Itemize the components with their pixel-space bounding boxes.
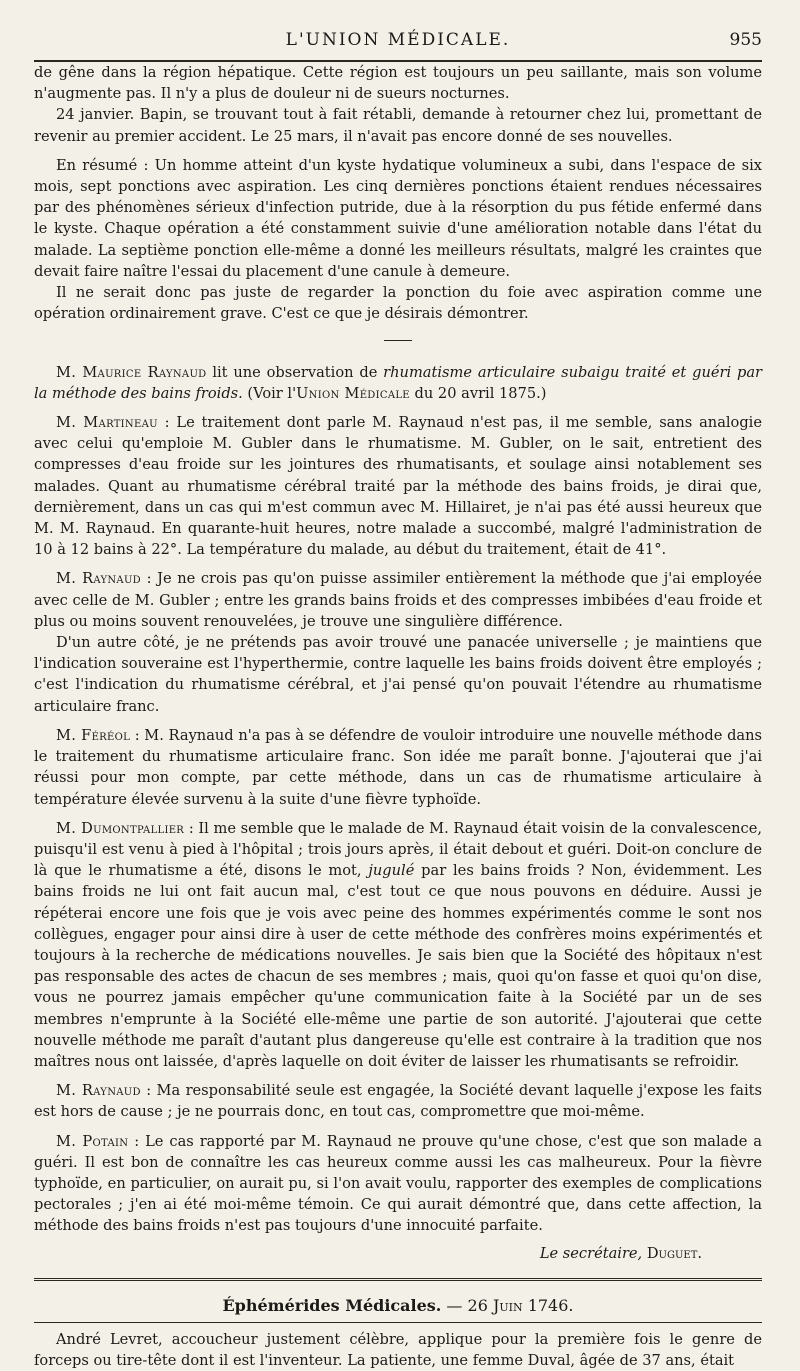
- paragraph-text: du 20 avril 1875.): [409, 384, 547, 402]
- running-title: L'UNION MÉDICALE.: [285, 30, 511, 50]
- signature-role: Le secrétaire,: [539, 1244, 647, 1262]
- signature-name: Duguet.: [646, 1244, 702, 1262]
- paragraph-text: (Voir l': [242, 384, 297, 402]
- speaker-name: M. Potain: [56, 1132, 129, 1150]
- section-separator: [34, 330, 762, 351]
- speaker-name: M. Raynaud: [56, 1082, 141, 1100]
- paragraph: Il ne serait donc pas juste de regarder la ponction du foie avec aspiration comme une opération ordinairement grave. C'est ce que je désirais démontrer.: [34, 284, 762, 323]
- paragraph: de gêne dans la région hépatique. Cette région est toujours un peu saillante, mais son volume n'augmente pas. Il n'y a plus de douleur ni de sueurs nocturnes.: [34, 64, 762, 103]
- paragraph: André Levret, accoucheur justement célèbre, applique pour la première fois le genre de forceps ou tire-tête dont il est l'inventeur. La patiente, une femme Duval, âgée de 37 ans, était: [34, 1330, 762, 1370]
- speaker-name: M. Féréol: [56, 726, 131, 744]
- paragraph-text: par les bains froids ? Non, évidemment. Les bains froids ne lui ont fait aucun mal, c'est tout ce que nous pouvons en déduire. Aussi je répéterai encore une fois que je vois avec peine des hommes expérimentés comme le sont nos collègues, engager pour ainsi dire à user de cette méthode des confrères moins expérimentés et toujours à la recherche de médications nouvelles. Je sais bien que la Société des hôpitaux n'est pas responsable des actes de chacun de ses membres ; mais, quoi qu'on fasse et quoi qu'on dise, vous ne pourrez jamais empêcher qu'une communication faite à la Société par un de ses membres n'emprunte à la Société elle-même une partie de son autorité. J'ajouterai que cette nouvelle méthode me paraît d'autant plus dangereuse qu'elle est contraire à la tradition que nos maîtres nous ont laissée, d'après laquelle on doit éviter de laisser les rhumatisants se refroidir.: [34, 862, 762, 1070]
- speaker-name: M. Martineau: [56, 414, 158, 432]
- paragraph: [34, 1080, 762, 1122]
- paragraph-text: lit une observation de: [206, 363, 384, 381]
- paragraph: [34, 362, 762, 404]
- paragraph-text: : Ma responsabilité seule est engagée, la Société devant laquelle j'expose les faits est hors de cause ; je ne pourrais donc, en tout cas, compromettre que moi-même.: [34, 1082, 762, 1121]
- article-body: [34, 62, 762, 1371]
- paragraph: [34, 725, 762, 810]
- header-rule: [34, 60, 762, 62]
- paragraph-text: : Je ne crois pas qu'on puisse assimiler entièrement la méthode que j'ai employée avec celle de M. Gubler ; entre les grands bains froids et des compresses imbibées d'eau froide et plus ou moins souvent renouvelées, je trouve une singulière différence.: [34, 570, 762, 630]
- speaker-name: M. Maurice Raynaud: [56, 363, 207, 381]
- paragraph: [34, 568, 762, 632]
- paragraph: [34, 1131, 762, 1237]
- ephemerides-heading: [34, 1295, 762, 1316]
- paragraph-text: : Le cas rapporté par M. Raynaud ne prouve qu'une chose, c'est que son malade a guéri. Il est bon de connaître les cas heureux comme aussi les cas malheureux. Pour la fièvre typhoïde, en particulier, on aurait pu, si l'on avait voulu, rapporter des exemples de complications pectorales ; j'en ai été moi-même témoin. Ce qui aurait démontré que, dans cette affection, la méthode des bains froids n'est pas toujours d'une innocuité parfaite.: [34, 1132, 762, 1235]
- paragraph-text: : M. Raynaud n'a pas à se défendre de vouloir introduire une nouvelle méthode dans le traitement du rhumatisme articulaire franc. Son idée me paraît bonne. J'ajouterai que j'ai réussi pour mon compte, par cette méthode, dans un cas de rhumatisme articulaire à température élevée survenu à la suite d'une fièvre typhoïde.: [34, 726, 762, 808]
- paragraph-text: : Le traitement dont parle M. Raynaud n'est pas, il me semble, sans analogie avec celui qu'emploie M. Gubler dans le rhumatisme. M. Gubler, on le sait, entretient des compresses d'eau froide sur les jointures des rhumatisants, et soulage ainsi notablement ses malades. Quant au rhumatisme cérébral traité par la méthode des bains froids, je dirai que, dernièrement, dans un cas qui m'est commun avec M. Hillairet, je n'ai pas été aussi heureux que M. M. Raynaud. En quarante-huit heures, notre malade a succombé, malgré l'administration de 10 à 12 bains à 22°. La température du malade, au début du traitement, était de 41°.: [34, 414, 762, 559]
- section-rule: [34, 1322, 762, 1323]
- ephemerides-date: — 26 Juin 1746.: [441, 1295, 574, 1315]
- paragraph: En résumé : Un homme atteint d'un kyste hydatique volumineux a subi, dans l'espace de six mois, sept ponctions avec aspiration. Les cinq dernières ponctions étaient rendues nécessaires par des phénomènes sérieux d'infection putride, due à la résorption du pus fétide enfermé dans le kyste. Chaque opération a été constamment suivie d'une amélioration notable dans l'état du malade. La septième ponction elle-même a donné les meilleurs résultats, malgré les craintes que devait faire naître l'essai du placement d'une canule à demeure.: [34, 156, 762, 280]
- page-number: 955: [729, 30, 762, 50]
- paragraph: 24 janvier. Bapin, se trouvant tout à fait rétabli, demande à retourner chez lui, promettant de revenir au premier accident. Le 25 mars, il n'avait pas encore donné de ses nouvelles.: [34, 106, 762, 145]
- speaker-name: M. Dumontpallier: [56, 819, 185, 837]
- paragraph: [34, 818, 762, 1072]
- section-rule: [34, 1278, 762, 1285]
- paragraph-italic: jugulé: [368, 862, 415, 880]
- paragraph: [34, 412, 762, 560]
- paragraph: D'un autre côté, je ne prétends pas avoir trouvé une panacée universelle ; je maintiens que l'indication souveraine est l'hyperthermie, contre laquelle les bains froids doivent être employés ; c'est l'indication du rhumatisme cérébral, et j'ai pensé qu'on pouvait l'étendre au rhumatisme articulaire franc.: [34, 634, 762, 715]
- signature: [34, 1243, 762, 1264]
- page-header: [34, 0, 762, 62]
- paragraph-text: : Il me semble que le malade de M. Raynaud était voisin de la convalescence, puisqu'il est venu à pied à l'hôpital ; trois jours après, il était debout et guéri. Doit-on conclure de là que le rhumatisme a été, disons le mot,: [34, 819, 762, 880]
- paragraph-italic: rhumatisme articulaire subaigu traité et guéri par la méthode des bains froids.: [34, 363, 762, 402]
- speaker-name: M. Raynaud: [56, 570, 141, 588]
- ephemerides-title: Éphémérides Médicales.: [222, 1295, 442, 1315]
- journal-reference: Union Médicale: [296, 384, 410, 402]
